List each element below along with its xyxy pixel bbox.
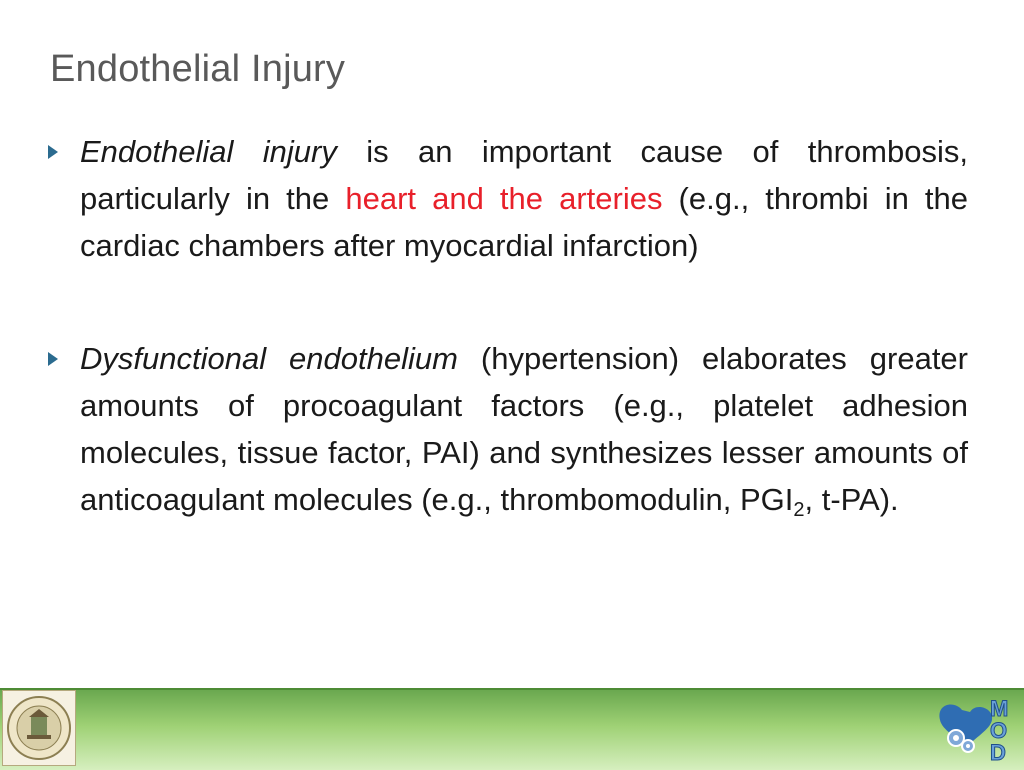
mod-logo-letter-m: M	[990, 696, 1009, 721]
mod-logo	[932, 696, 1012, 764]
bullet-text	[80, 335, 968, 523]
bullet-arrow-icon	[48, 352, 58, 366]
italic-term: Dysfunctional endothelium	[80, 341, 458, 376]
mod-logo-letter-d: D	[990, 740, 1006, 764]
university-seal-logo	[2, 690, 76, 766]
bullet-item-dysfunctional-endothelium	[48, 335, 968, 523]
bullet-body: is an important cause of thrombosis, particularly in the	[80, 134, 968, 216]
bullet-item-endothelial-injury	[48, 128, 968, 269]
slide-title: Endothelial Injury	[50, 48, 346, 90]
subscript: 2	[793, 499, 805, 521]
footer-bar	[0, 688, 1024, 770]
bullet-body: (hypertension) elaborates greater amounts of procoagulant factors (e.g., platelet adhesion molecules, tissue factor, PAI) and synthesizes lesser amounts of anticoagulant molecules (e.g., thrombomodulin, PGI	[80, 341, 968, 517]
bullet-body-end: , t-PA).	[804, 482, 899, 517]
highlighted-text: heart and the arteries	[345, 181, 663, 216]
bullet-body-end: (e.g., thrombi in the cardiac chambers after myocardial infarction)	[80, 181, 969, 263]
bullet-text	[80, 128, 968, 269]
italic-term: Endothelial injury	[80, 134, 337, 169]
mod-logo-letter-o: O	[990, 718, 1008, 743]
bullet-arrow-icon	[48, 145, 58, 159]
